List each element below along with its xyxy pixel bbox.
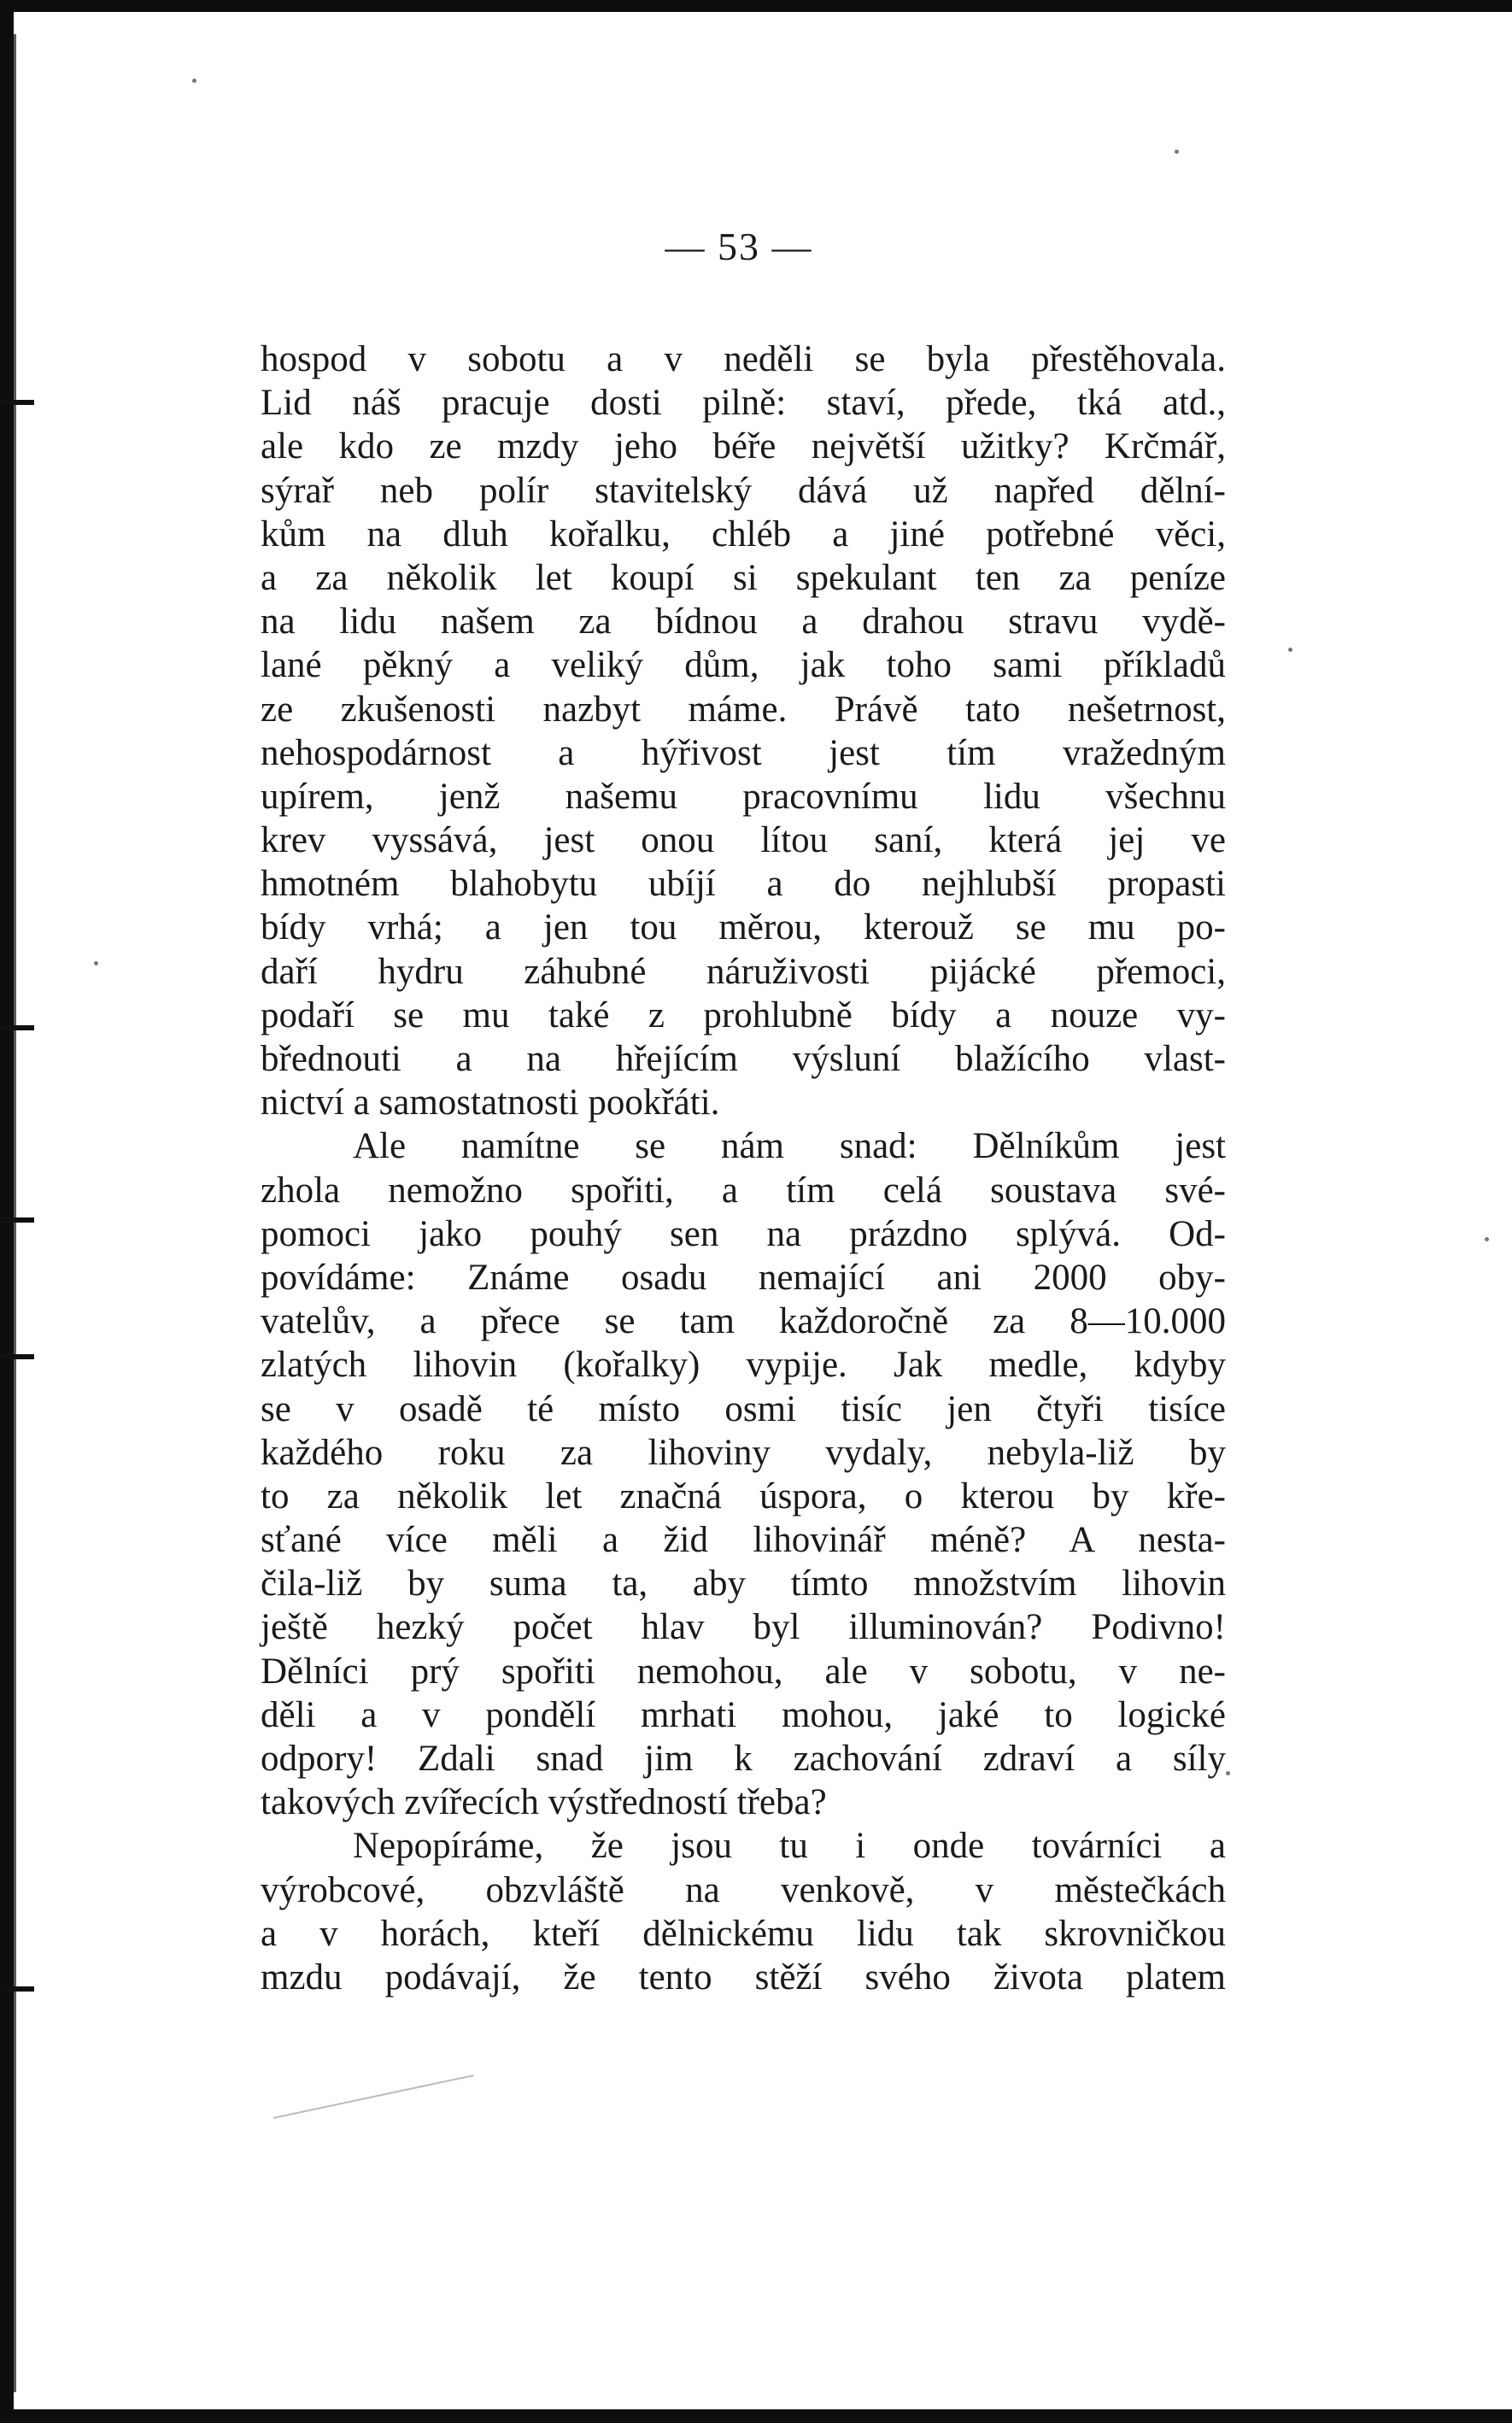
- scan-border-left: [0, 0, 14, 2423]
- text-line: daří hydru záhubné náruživosti pijácké přemoci,: [261, 951, 1226, 992]
- dust-speck: [192, 79, 196, 83]
- text-line: to za několik let značná úspora, o kterou by kře-: [261, 1476, 1226, 1517]
- text-line: upírem, jenž našemu pracovnímu lidu všechnu: [261, 776, 1226, 817]
- text-line: zlatých lihovin (kořalky) vypije. Jak medle, kdyby: [261, 1345, 1226, 1386]
- text-line: podaří se mu také z prohlubně bídy a nouze vy-: [261, 994, 1226, 1035]
- margin-tick: [0, 1217, 34, 1223]
- text-line: vatelův, a přece se tam každoročně za 8—10.000: [261, 1301, 1226, 1342]
- text-line: odpory! Zdali snad jim k zachování zdraví a síly: [261, 1739, 1226, 1779]
- dust-speck: [1226, 1771, 1230, 1775]
- text-line: bídy vrhá; a jen tou měrou, kterouž se mu po-: [261, 907, 1226, 948]
- text-line: zhola nemožno spořiti, a tím celá soustava své-: [261, 1170, 1226, 1211]
- text-line: ale kdo ze mzdy jeho béře největší užitky? Krčmář,: [261, 426, 1226, 467]
- scan-border-top: [0, 0, 1512, 12]
- text-line: Nepopíráme, že jsou tu i onde továrníci a: [353, 1826, 1226, 1867]
- text-line: pomoci jako pouhý sen na prázdno splývá. Od-: [261, 1213, 1226, 1254]
- text-line: na lidu našem za bídnou a drahou stravu vydě-: [261, 601, 1226, 642]
- text-line: hospod v sobotu a v neděli se byla přestěhovala.: [261, 339, 1226, 379]
- margin-tick: [0, 400, 34, 405]
- text-line: kům na dluh kořalku, chléb a jiné potřebné věci,: [261, 513, 1226, 554]
- text-line: sýrař neb polír stavitelský dává už napřed dělní-: [261, 470, 1226, 511]
- text-line: čila-liž by suma ta, aby tímto množstvím lihovin: [261, 1564, 1226, 1605]
- dust-speck: [1288, 648, 1292, 652]
- text-line: krev vyssává, jest onou lítou saní, která jej ve: [261, 820, 1226, 861]
- text-line: Lid náš pracuje dosti pilně: staví, přede, tká atd.,: [261, 383, 1226, 424]
- text-line: takových zvířecích výstředností třeba?: [261, 1782, 827, 1823]
- text-line: ještě hezký počet hlav byl illuminován? Podivno!: [261, 1607, 1226, 1648]
- text-line: každého roku za lihoviny vydaly, nebyla-liž by: [261, 1432, 1226, 1473]
- text-line: hmotném blahobytu ubíjí a do nejhlubší propasti: [261, 864, 1226, 905]
- body-text: [261, 337, 1226, 1999]
- text-line: nehospodárnost a hýřivost jest tím vražedným: [261, 732, 1226, 773]
- text-line: břednouti a na hřejícím výsluní blažícího vlast-: [261, 1039, 1226, 1079]
- text-line: povídáme: Známe osadu nemající ani 2000 oby-: [261, 1257, 1226, 1298]
- dust-speck: [1485, 1237, 1489, 1241]
- text-line: nictví a samostatnosti pookřáti.: [261, 1082, 720, 1123]
- text-line: sťané více měli a žid lihovinář méně? A nesta-: [261, 1520, 1226, 1561]
- page-number: — 53 —: [665, 225, 813, 268]
- margin-tick: [0, 1354, 34, 1359]
- text-line: se v osadě té místo osmi tisíc jen čtyři tisíce: [261, 1388, 1226, 1429]
- faint-mark: [273, 2074, 474, 2119]
- text-line: a za několik let koupí si spekulant ten za peníze: [261, 557, 1226, 598]
- text-line: lané pěkný a veliký dům, jak toho sami příkladů: [261, 645, 1226, 686]
- text-line: mzdu podávají, že tento stěží svého života platem: [261, 1957, 1226, 1998]
- text-line: Dělníci prý spořiti nemohou, ale v sobotu, v ne-: [261, 1651, 1226, 1692]
- dust-speck: [1175, 150, 1179, 154]
- scan-border-bottom: [0, 2409, 1512, 2423]
- scan-border-shadow: [14, 34, 16, 2392]
- margin-tick: [0, 1025, 34, 1030]
- margin-tick: [0, 1986, 34, 1992]
- text-line: výrobcové, obzvláště na venkově, v městečkách: [261, 1869, 1226, 1910]
- text-line: Ale namítne se nám snad: Dělníkům jest: [353, 1126, 1226, 1167]
- text-line: a v horách, kteří dělnickému lidu tak skrovničkou: [261, 1913, 1226, 1954]
- text-line: ze zkušenosti nazbyt máme. Právě tato nešetrnost,: [261, 689, 1226, 730]
- dust-speck: [94, 961, 98, 965]
- text-line: děli a v pondělí mrhati mohou, jaké to logické: [261, 1694, 1226, 1735]
